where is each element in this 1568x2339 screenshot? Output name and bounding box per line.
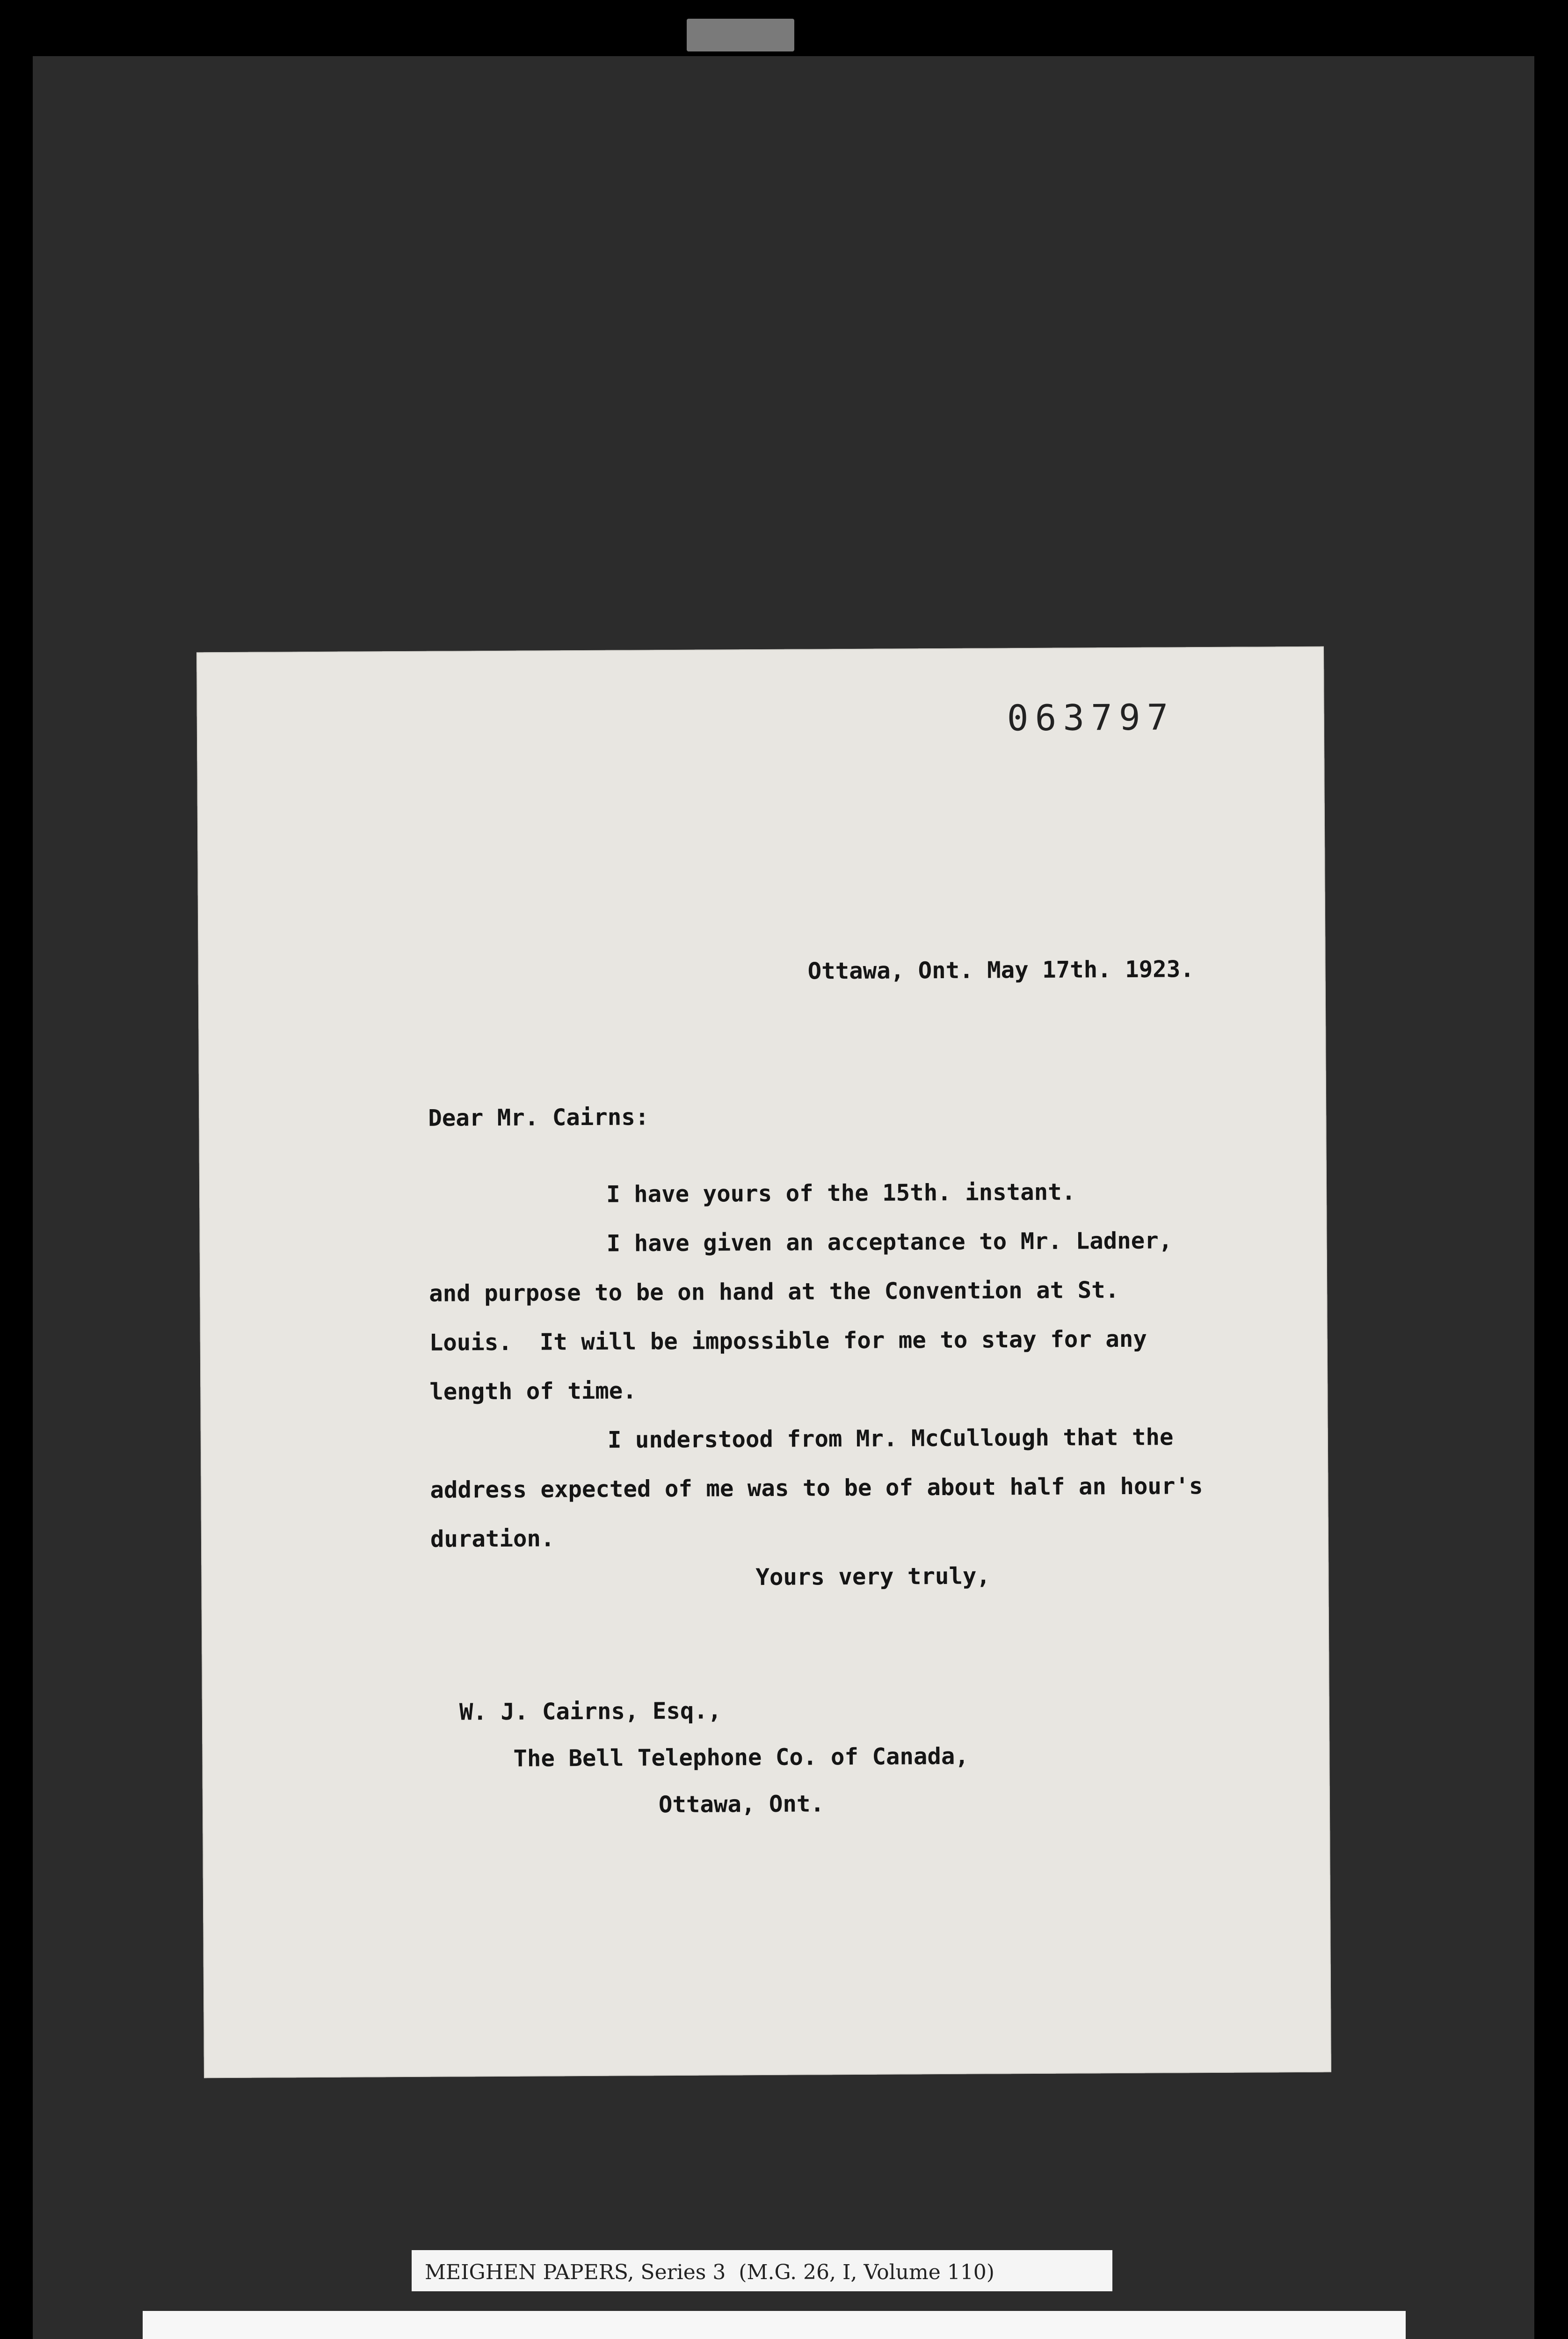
tape-tab <box>687 19 794 51</box>
recipient-company: The Bell Telephone Co. of Canada, <box>513 1743 969 1772</box>
letter-dateline: Ottawa, Ont. May 17th. 1923. <box>807 956 1194 985</box>
letter-body-line: and purpose to be on hand at the Convention at St. <box>429 1277 1119 1307</box>
letter-body-line: I have yours of the 15th. instant. <box>606 1178 1076 1208</box>
recipient-name: W. J. Cairns, Esq., <box>459 1697 722 1726</box>
letter-body-line: address expected of me was to be of about half an hour's <box>430 1473 1203 1504</box>
recipient-city: Ottawa, Ont. <box>658 1790 825 1818</box>
archives-card <box>143 2311 1406 2339</box>
collection-caption-label: MEIGHEN PAPERS, Series 3 (M.G. 26, I, Volume 110) <box>412 2250 1112 2291</box>
letter-salutation: Dear Mr. Cairns: <box>428 1104 649 1132</box>
letter-body-line: I have given an acceptance to Mr. Ladner, <box>606 1227 1173 1257</box>
letter-body-line: length of time. <box>429 1377 637 1405</box>
letter-closing: Yours very truly, <box>755 1562 991 1591</box>
typed-letter-page <box>196 646 1331 2078</box>
letter-body-line: Louis. It will be impossible for me to stay for any <box>429 1325 1147 1356</box>
letter-body-line: duration. <box>430 1525 555 1553</box>
document-number: 063797 <box>1007 696 1175 739</box>
letter-body-line: I understood from Mr. McCullough that the <box>607 1424 1174 1453</box>
